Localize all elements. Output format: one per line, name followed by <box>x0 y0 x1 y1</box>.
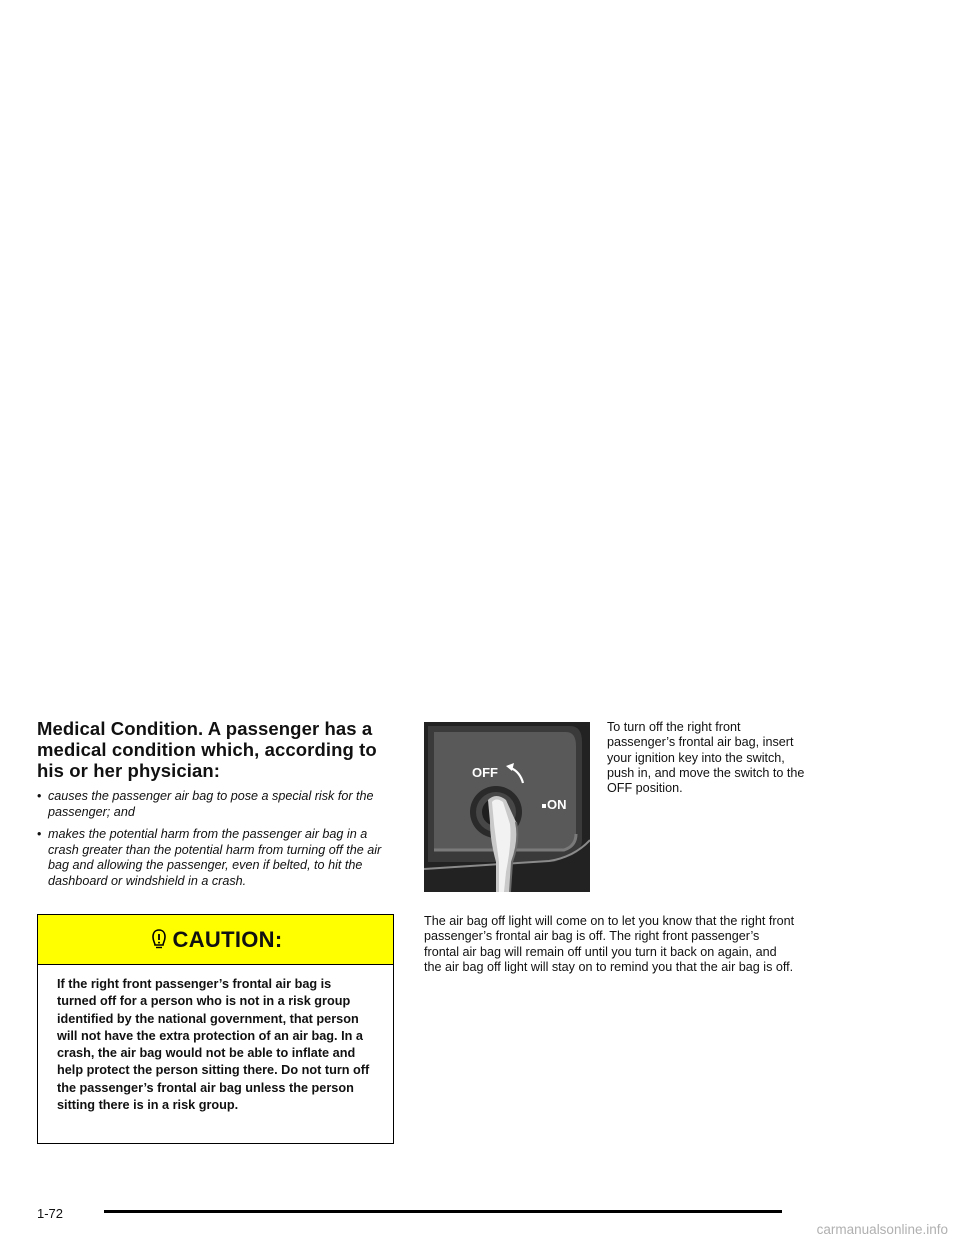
section-heading: Medical Condition. A passenger has a medical condition which, according to his or her physician: <box>37 718 377 781</box>
footer-rule <box>104 1210 782 1213</box>
bullet-text: causes the passenger air bag to pose a special risk for the passenger; and <box>48 789 374 819</box>
bullet-list <box>37 789 397 889</box>
page-number: 1-72 <box>37 1206 64 1221</box>
bullet-icon: • <box>37 789 42 803</box>
list-item <box>37 827 397 889</box>
photo-caption: To turn off the right front passenger’s frontal air bag, insert your ignition key into the switch, push in, and move the switch to the OFF position. <box>607 720 805 796</box>
body-paragraph: The air bag off light will come on to let you know that the right front passenger’s frontal air bag is off. The right front passenger’s frontal air bag will remain off until you turn it back on again, and the air bag off light will stay on to remind you that the air bag is off. <box>424 914 795 974</box>
left-column <box>37 718 397 896</box>
on-label: ON <box>547 797 567 812</box>
bullet-text: makes the potential harm from the passenger air bag in a crash greater than the potential harm from turning off the air bag and allowing the passenger, even if belted, to hit the dashboard or windshield in a crash. <box>48 827 382 888</box>
watermark: carmanualsonline.info <box>816 1222 948 1237</box>
list-item <box>37 789 397 820</box>
caution-title: CAUTION: <box>172 926 283 952</box>
warning-icon <box>149 928 169 952</box>
off-label: OFF <box>472 765 498 780</box>
caution-header <box>38 915 393 965</box>
caution-box <box>37 914 394 1144</box>
caution-text: If the right front passenger’s frontal air bag is turned off for a person who is not in a risk group identified by the national government, that person will not have the extra protection of an air bag. In a crash, the air bag would not be able to inflate and help protect the person sitting there. Do not turn off the passenger’s frontal air bag unless the person sitting there is in a risk group. <box>57 977 370 1113</box>
bullet-icon: • <box>37 827 42 841</box>
airbag-switch-photo <box>424 722 590 892</box>
